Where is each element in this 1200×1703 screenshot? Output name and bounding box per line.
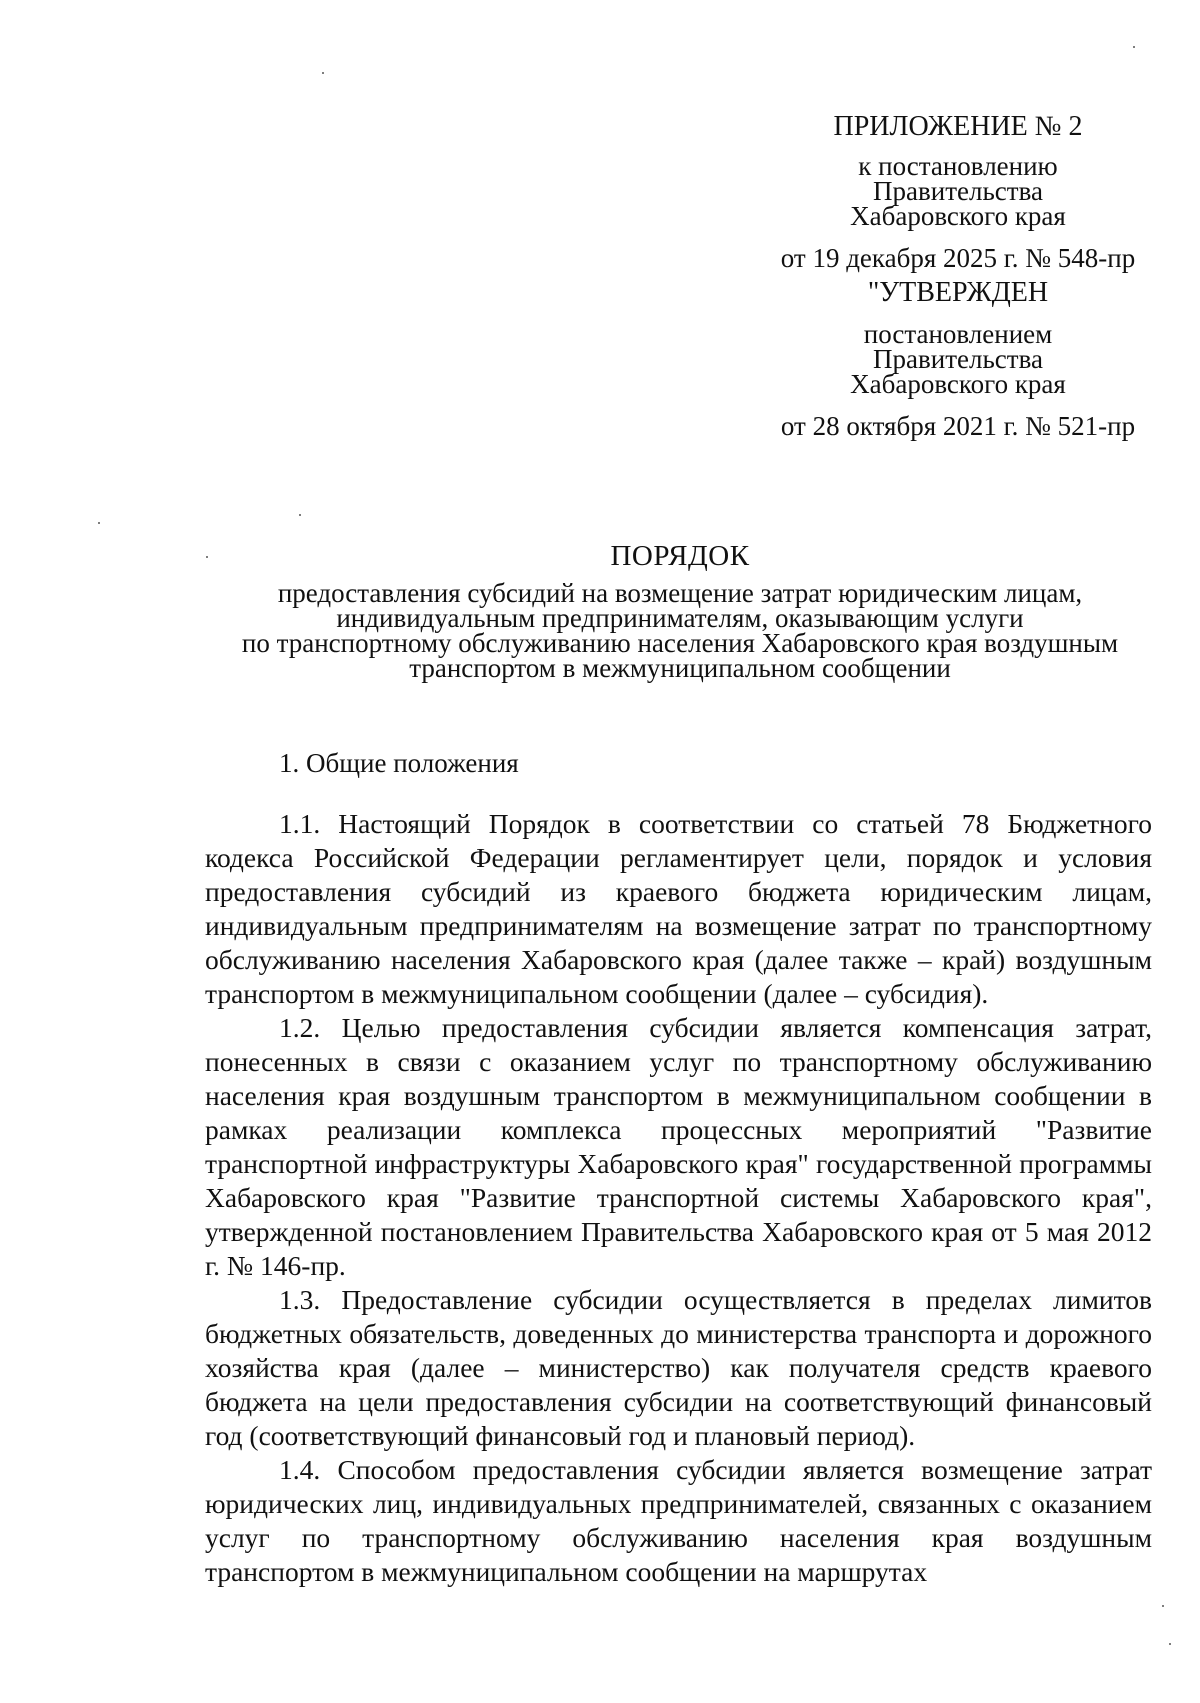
scan-speck (322, 72, 324, 74)
order-subtitle (160, 578, 1200, 683)
paragraph-1-4: 1.4. Способом предоставления субсидии является возмещение затрат юридических лиц, индивидуальных предпринимателей, связанных с оказанием услуг по транспортному обслуживанию населения края воздушным транспортом в межмуниципальном сообщении на маршрутах (205, 1454, 1152, 1587)
order-subtitle-line: по транспортному обслуживанию населения Хабаровского края воздушным (241, 628, 1119, 658)
section-heading: 1. Общие положения (279, 748, 519, 778)
order-subtitle-line: транспортом в межмуниципальном сообщении (409, 653, 951, 683)
approval-block (748, 278, 1168, 441)
scan-speck (1162, 1605, 1164, 1607)
paragraph-1-3: 1.3. Предоставление субсидии осуществляется в пределах лимитов бюджетных обязательств, доведенных до министерства транспорта и дорожного хозяйства края (далее – министерство) как получателя средств краевого бюджета на цели предоставления субсидии на соответствующий финансовый год (соответствующий финансовый год и плановый период). (205, 1284, 1152, 1451)
attachment-block (748, 112, 1168, 273)
attachment-to-line: Хабаровского края (850, 201, 1066, 231)
order-subtitle-line: предоставления субсидий на возмещение затрат юридическим лицам, (277, 578, 1083, 608)
attachment-to-line: Правительства (873, 176, 1043, 206)
scan-speck (1169, 1643, 1171, 1645)
scan-speck (98, 522, 100, 524)
attachment-to-line: к постановлению (858, 151, 1058, 181)
approval-heading: "УТВЕРЖДЕН (867, 277, 1049, 308)
paragraph-1-1: 1.1. Настоящий Порядок в соответствии со статьей 78 Бюджетного кодекса Российской Федерации регламентирует цели, порядок и условия предоставления субсидий из краевого бюджета юридическим лицам, индивидуальным предпринимателям на возмещение затрат по транспортному обслуживанию населения Хабаровского края (далее также – край) воздушным транспортом в межмуниципальном сообщении (далее – субсидия). (205, 808, 1152, 1009)
approval-by-line: Правительства (873, 344, 1043, 374)
approval-by-line: постановлением (863, 319, 1053, 349)
attachment-date-line: от 19 декабря 2025 г. № 548-пр (780, 243, 1136, 273)
section-body (205, 807, 1152, 1589)
scan-speck (299, 514, 301, 516)
approval-by-line: Хабаровского края (850, 369, 1066, 399)
order-title: ПОРЯДОК (610, 540, 750, 572)
paragraph-1-2: 1.2. Целью предоставления субсидии является компенсация затрат, понесенных в связи с оказанием услуг по транспортному обслуживанию населения края воздушным транспортом в межмуниципальном сообщении в рамках реализации комплекса процессных мероприятий "Развитие транспортной инфраструктуры Хабаровского края" государственной программы Хабаровского края "Развитие транспортной системы Хабаровского края", утвержденной постановлением Правительства Хабаровского края от 5 мая 2012 г. № 146-пр. (205, 1012, 1152, 1281)
scan-speck (1133, 46, 1135, 48)
approval-date-line: от 28 октября 2021 г. № 521-пр (780, 411, 1136, 441)
attachment-heading: ПРИЛОЖЕНИЕ № 2 (833, 111, 1083, 142)
order-subtitle-line: индивидуальным предпринимателям, оказывающим услуги (336, 603, 1024, 633)
